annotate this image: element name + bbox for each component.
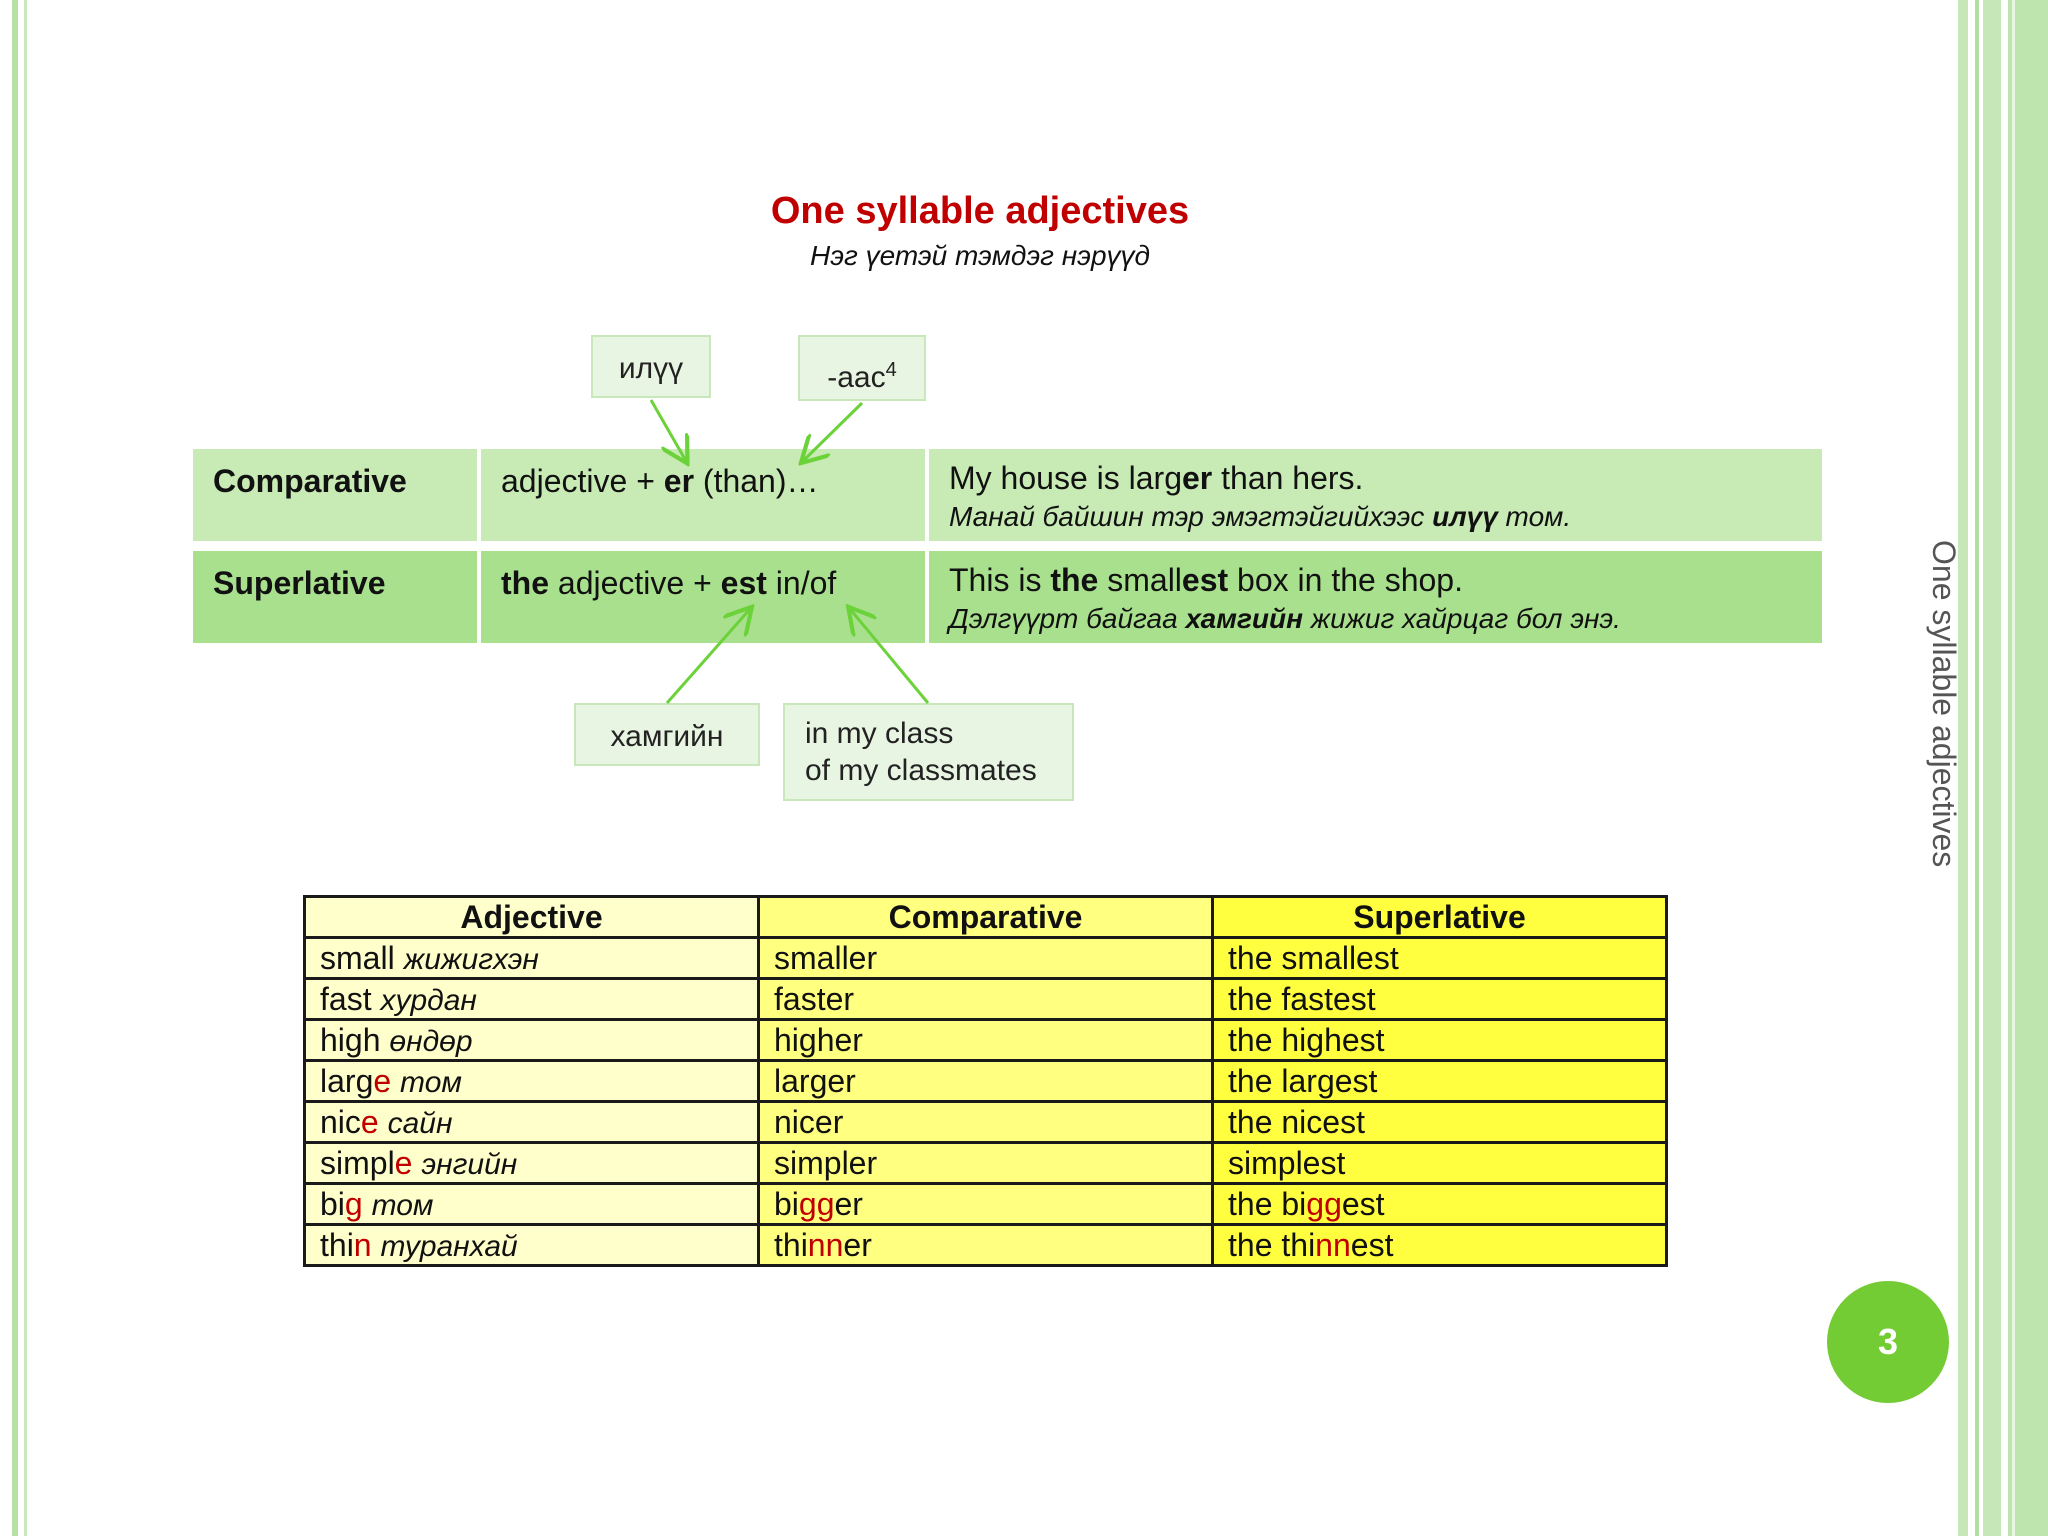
cell-adjective: [305, 1184, 759, 1225]
header-adjective: Adjective: [305, 897, 759, 938]
comparative-label: Comparative: [193, 449, 477, 541]
comparative-word: faster: [774, 980, 855, 1017]
comparative-word: larger: [774, 1062, 856, 1099]
comparative-form-suffix: er: [663, 463, 695, 499]
cell-superlative: [1213, 1184, 1667, 1225]
cell-superlative: [1213, 1020, 1667, 1061]
adjective-mongolian: энгийн: [421, 1147, 518, 1181]
comparative-word: bi: [774, 1185, 799, 1222]
example-bold: хамгийн: [1185, 603, 1304, 634]
cell-comparative: [759, 1020, 1213, 1061]
table-row: [305, 979, 1667, 1020]
example-text: This is: [949, 562, 1051, 598]
cell-superlative: [1213, 938, 1667, 979]
cell-comparative: [759, 1225, 1213, 1266]
page-number-badge: 3: [1827, 1281, 1949, 1403]
adjective-table: [303, 895, 1668, 1267]
superlative-word: the nicest: [1228, 1103, 1365, 1140]
example-text: than hers.: [1212, 460, 1364, 496]
table-row: [305, 1225, 1667, 1266]
header-comparative: Comparative: [759, 897, 1213, 938]
superlative-word: the fastest: [1228, 980, 1376, 1017]
cell-comparative: [759, 1102, 1213, 1143]
arrow-ilyy: [651, 400, 686, 461]
table-header-row: [305, 897, 1667, 938]
adjective-mongolian: хурдан: [380, 983, 477, 1017]
slide-subtitle: Нэг үетэй тэмдэг нэрүүд: [810, 240, 1150, 271]
cell-adjective: [305, 1102, 759, 1143]
table-row: [305, 1143, 1667, 1184]
cell-superlative: [1213, 979, 1667, 1020]
superlative-word: the bi: [1228, 1185, 1307, 1222]
cell-adjective: [305, 979, 759, 1020]
callout-aac-text: -аас: [827, 361, 886, 394]
adjective-changed-letter: n: [353, 1226, 372, 1263]
example-text: том.: [1497, 501, 1572, 532]
comparative-suffix: er: [834, 1185, 863, 1222]
adjective-word: larg: [320, 1062, 374, 1099]
cell-comparative: [759, 979, 1213, 1020]
adjective-word: simpl: [320, 1144, 395, 1181]
table-row: [305, 938, 1667, 979]
superlative-label: Superlative: [193, 551, 477, 643]
comparative-suffix: er: [843, 1226, 872, 1263]
adjective-word: thi: [320, 1226, 354, 1263]
comparative-word: nicer: [774, 1103, 844, 1140]
adjective-changed-letter: e: [373, 1062, 392, 1099]
adjective-mongolian: том: [371, 1188, 434, 1222]
callout-ilyy: илүү: [591, 335, 711, 398]
side-title: One syllable adjectives: [1926, 540, 1962, 868]
callout-aac-superscript: 4: [885, 359, 897, 381]
comparative-word: simpler: [774, 1144, 878, 1181]
adjective-mongolian: сайн: [387, 1106, 453, 1140]
superlative-doubled-letter: nn: [1315, 1226, 1351, 1263]
cell-comparative: [759, 1184, 1213, 1225]
comparative-word: thi: [774, 1226, 808, 1263]
comparative-word: smaller: [774, 939, 878, 976]
adjective-mongolian: туранхай: [380, 1229, 518, 1263]
arrow-aac: [803, 403, 862, 461]
example-text: Дэлгүүрт байгаа: [949, 603, 1186, 634]
cell-adjective: [305, 1143, 759, 1184]
table-row: [305, 1102, 1667, 1143]
adjective-word: nic: [320, 1103, 361, 1140]
superlative-suffix: est: [1350, 1226, 1394, 1263]
cell-superlative: [1213, 1061, 1667, 1102]
adjective-mongolian: өндөр: [389, 1024, 473, 1058]
comparative-form-part: adjective +: [501, 463, 664, 499]
cell-adjective: [305, 1225, 759, 1266]
example-bold: илүү: [1432, 501, 1498, 532]
adjective-word: high: [320, 1021, 381, 1058]
superlative-word: the thi: [1228, 1226, 1316, 1263]
example-bold: est: [1181, 562, 1229, 598]
cell-adjective: [305, 1061, 759, 1102]
example-text: Манай байшин тэр эмэгтэйгийхээс: [949, 501, 1433, 532]
cell-superlative: [1213, 1102, 1667, 1143]
superlative-word: the smallest: [1228, 939, 1399, 976]
cell-comparative: [759, 938, 1213, 979]
superlative-word: simplest: [1228, 1144, 1346, 1181]
example-text: small: [1098, 562, 1182, 598]
cell-superlative: [1213, 1225, 1667, 1266]
example-text: My house is larg: [949, 460, 1182, 496]
comparative-word: higher: [774, 1021, 863, 1058]
comparative-doubled-letter: gg: [798, 1185, 835, 1222]
superlative-doubled-letter: gg: [1306, 1185, 1342, 1222]
adjective-changed-letter: g: [344, 1185, 363, 1222]
callout-in-class: in my class: [805, 717, 954, 750]
table-row: [305, 1020, 1667, 1061]
superlative-form-part: adjective +: [549, 565, 721, 601]
adjective-changed-letter: e: [360, 1103, 379, 1140]
superlative-form-part: in/of: [766, 565, 837, 601]
header-superlative: Superlative: [1213, 897, 1667, 938]
cell-adjective: [305, 1020, 759, 1061]
arrow-hamgiin: [667, 609, 750, 703]
adjective-mongolian: том: [400, 1065, 462, 1099]
superlative-word: the highest: [1228, 1021, 1385, 1058]
adjective-changed-letter: e: [394, 1144, 413, 1181]
adjective-mongolian: жижигхэн: [403, 942, 539, 976]
adjective-word: bi: [320, 1185, 345, 1222]
example-text: box in the shop.: [1228, 562, 1463, 598]
slide-title: One syllable adjectives: [770, 190, 1190, 232]
callout-hamgiin: хамгийн: [574, 703, 760, 766]
superlative-form-the: the: [501, 565, 549, 601]
example-text: жижиг хайрцаг бол энэ.: [1303, 603, 1621, 634]
adjective-word: small: [320, 939, 395, 976]
comparative-doubled-letter: nn: [807, 1226, 844, 1263]
table-row: [305, 1061, 1667, 1102]
callout-of-classmates: of my classmates: [805, 754, 1037, 787]
cell-adjective: [305, 938, 759, 979]
cell-comparative: [759, 1143, 1213, 1184]
adjective-word: fast: [320, 980, 372, 1017]
cell-superlative: [1213, 1143, 1667, 1184]
superlative-word: the largest: [1228, 1062, 1378, 1099]
superlative-suffix: est: [1341, 1185, 1385, 1222]
comparative-form-part: (than)…: [694, 463, 819, 499]
cell-comparative: [759, 1061, 1213, 1102]
table-body: [305, 938, 1667, 1266]
example-bold: the: [1050, 562, 1099, 598]
example-bold: er: [1181, 460, 1213, 496]
arrow-in-of: [850, 609, 928, 703]
table-row: [305, 1184, 1667, 1225]
superlative-form-suffix: est: [720, 565, 767, 601]
